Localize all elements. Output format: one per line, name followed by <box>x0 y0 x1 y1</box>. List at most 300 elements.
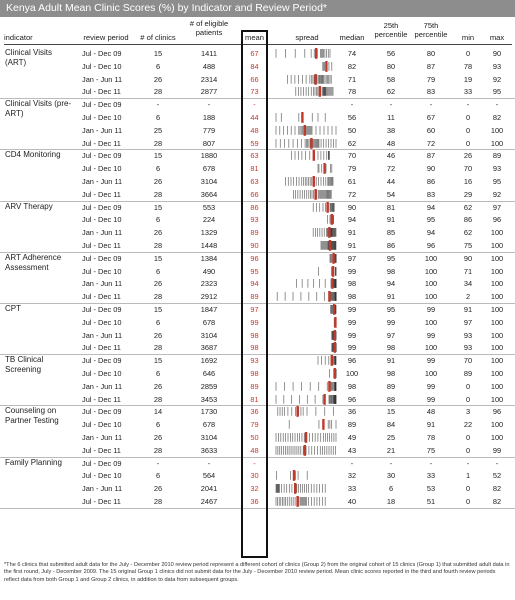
p75-cell: 48 <box>426 407 436 417</box>
p75-cell: 87 <box>426 151 436 161</box>
indicator-label: Family Planning <box>5 457 62 467</box>
mean-column-box <box>241 30 268 558</box>
clinics-cell: 26 <box>153 279 163 289</box>
p25-cell: 56 <box>386 49 396 58</box>
mean-cell: 63 <box>250 151 259 161</box>
p75-cell: 51 <box>426 497 436 506</box>
indicator-label: TB Clinical Screening <box>5 355 44 375</box>
p75-cell: 99 <box>426 356 436 366</box>
mean-cell: 81 <box>250 394 259 404</box>
clinics-cell: 14 <box>153 407 163 417</box>
mean-cell: 66 <box>250 189 259 199</box>
median-cell: 33 <box>347 484 357 494</box>
p75-cell: 33 <box>426 471 436 481</box>
clinics-cell: 6 <box>155 113 161 122</box>
min-cell: 90 <box>463 253 473 263</box>
indicator-label: ART Adherence Assessment <box>5 252 62 272</box>
spread-strip <box>276 354 336 367</box>
indicator-label: Clinical Visits (pre-ART) <box>5 99 72 119</box>
min-cell: 3 <box>465 407 471 417</box>
patients-cell: 3633 <box>200 445 218 455</box>
review-period-cell: Jul - Dec 09 <box>82 49 122 58</box>
min-cell: 26 <box>463 151 473 161</box>
median-cell: 40 <box>347 497 357 506</box>
p75-cell: 78 <box>426 433 436 442</box>
median-cell: 100 <box>345 369 359 378</box>
mean-cell: 99 <box>250 317 259 327</box>
mean-cell: 86 <box>250 202 259 212</box>
max-cell: 100 <box>490 433 504 442</box>
spread-strip <box>276 201 336 214</box>
median-cell: 98 <box>347 292 357 302</box>
clinics-cell: 6 <box>155 317 161 327</box>
mean-marker <box>304 125 306 136</box>
p25-cell: 85 <box>386 228 396 238</box>
header-indicator: indicator <box>4 33 33 42</box>
max-cell: 100 <box>490 241 504 250</box>
p75-cell: 79 <box>426 74 436 84</box>
median-cell: 32 <box>347 471 357 481</box>
spread-strip <box>276 341 336 354</box>
clinics-cell: 28 <box>153 241 163 250</box>
review-period-cell: Jul - Dec 10 <box>82 61 122 71</box>
median-cell: - <box>350 458 354 468</box>
max-cell: 100 <box>490 356 504 366</box>
clinics-cell: 28 <box>153 138 163 148</box>
max-cell: 100 <box>490 279 504 289</box>
p25-cell: 30 <box>386 471 396 481</box>
review-period-cell: Jul - Dec 11 <box>82 292 121 302</box>
median-cell: 99 <box>347 266 357 276</box>
review-period-cell: Jul - Dec 11 <box>82 138 121 148</box>
patients-cell: - <box>207 100 211 110</box>
clinics-cell: 6 <box>155 61 161 71</box>
min-cell: 86 <box>463 215 473 225</box>
review-period-cell: Jul - Dec 10 <box>82 164 122 174</box>
min-cell: 70 <box>463 356 473 366</box>
review-period-cell: Jul - Dec 10 <box>82 317 122 327</box>
review-period-cell: Jul - Dec 09 <box>82 100 122 110</box>
spread-strip <box>276 290 336 303</box>
median-cell: 50 <box>347 125 357 135</box>
review-period-cell: Jul - Dec 09 <box>82 253 122 263</box>
clinics-cell: 6 <box>155 164 161 174</box>
spread-strip <box>276 482 336 495</box>
p75-cell: - <box>429 458 433 468</box>
mean-cell: 84 <box>250 61 259 71</box>
chart-title: Kenya Adult Mean Clinic Scores (%) by Indicator and Review Period* <box>0 0 515 17</box>
min-cell: 0 <box>465 125 471 135</box>
spread-strip <box>276 444 336 457</box>
p25-cell: 81 <box>386 202 396 212</box>
spread-strip <box>276 213 336 226</box>
patients-cell: 2912 <box>200 292 218 302</box>
p25-cell: 54 <box>386 189 396 199</box>
patients-cell: 1448 <box>200 241 218 250</box>
mean-marker <box>314 189 316 200</box>
spread-strip <box>276 111 336 124</box>
indicator-label: Counseling on Partner Testing <box>5 406 59 426</box>
clinics-cell: 28 <box>153 394 163 404</box>
spread-strip <box>276 188 336 201</box>
p25-cell: 25 <box>386 433 396 442</box>
p25-cell: 98 <box>386 266 396 276</box>
mean-cell: 93 <box>250 356 259 366</box>
spread-strip <box>276 469 336 482</box>
clinics-cell: 15 <box>153 356 163 366</box>
p75-cell: 99 <box>426 394 436 404</box>
median-cell: 99 <box>347 343 357 353</box>
mean-cell: 90 <box>250 241 259 250</box>
clinics-cell: 26 <box>153 74 163 84</box>
spread-strip <box>276 239 336 252</box>
patients-cell: 564 <box>202 471 216 481</box>
review-period-cell: Jul - Dec 09 <box>82 458 122 468</box>
p75-cell: 96 <box>426 241 436 250</box>
mean-cell: 36 <box>250 407 259 417</box>
mean-marker <box>334 317 336 328</box>
max-cell: 100 <box>490 305 504 314</box>
review-period-cell: Jan - Jun 11 <box>82 74 123 84</box>
spread-strip <box>276 226 336 239</box>
clinics-cell: 6 <box>155 369 161 378</box>
median-cell: 70 <box>347 151 357 161</box>
p25-cell: 98 <box>386 343 396 353</box>
patients-cell: 678 <box>202 420 216 430</box>
p75-cell: 83 <box>426 87 436 97</box>
patients-cell: 2877 <box>200 87 218 97</box>
mean-cell: 63 <box>250 177 259 186</box>
patients-cell: 2859 <box>200 381 218 391</box>
mean-cell: 81 <box>250 164 259 174</box>
max-cell: 100 <box>490 317 504 327</box>
min-cell: 89 <box>463 369 473 378</box>
median-cell: 96 <box>347 394 357 404</box>
max-cell: 100 <box>490 330 504 340</box>
max-cell: 93 <box>492 61 502 71</box>
p25-cell: 21 <box>386 445 396 455</box>
p25-cell: 44 <box>386 177 396 186</box>
patients-cell: 779 <box>202 125 216 135</box>
p75-cell: 100 <box>424 369 438 378</box>
median-cell: 91 <box>347 241 357 250</box>
p25-cell: 91 <box>386 215 396 225</box>
spread-strip <box>276 265 336 278</box>
review-period-cell: Jul - Dec 09 <box>82 305 122 314</box>
median-cell: 91 <box>347 228 357 238</box>
p75-cell: 95 <box>426 215 436 225</box>
mean-marker <box>334 368 336 379</box>
mean-marker <box>313 176 315 187</box>
mean-marker <box>305 432 307 443</box>
min-cell: 34 <box>463 279 473 289</box>
spread-strip <box>276 431 336 444</box>
spread-strip <box>276 149 336 162</box>
p75-cell: 80 <box>426 49 436 58</box>
max-cell: 100 <box>490 343 504 353</box>
min-cell: 78 <box>463 61 473 71</box>
review-period-cell: Jul - Dec 10 <box>82 420 122 430</box>
spread-strip <box>276 162 336 175</box>
median-cell: 36 <box>347 407 357 417</box>
median-cell: 71 <box>347 74 357 84</box>
p25-cell: 11 <box>387 113 395 122</box>
patients-cell: 188 <box>202 113 216 122</box>
mean-marker <box>296 406 298 417</box>
review-period-cell: Jan - Jun 11 <box>82 279 123 289</box>
spread-strip <box>276 380 336 393</box>
review-period-cell: Jan - Jun 11 <box>82 381 123 391</box>
review-period-cell: Jul - Dec 10 <box>82 113 122 122</box>
mean-cell: - <box>253 458 256 468</box>
median-cell: 82 <box>347 61 357 71</box>
mean-cell: 93 <box>250 215 259 225</box>
min-cell: 93 <box>463 330 473 340</box>
mean-cell: 48 <box>250 445 259 455</box>
patients-cell: 3104 <box>200 433 218 442</box>
header-review-period: review period <box>83 33 129 42</box>
mean-cell: 66 <box>250 74 259 84</box>
header-mean: mean <box>245 33 264 42</box>
mean-marker <box>325 61 327 72</box>
clinics-cell: 6 <box>155 420 161 430</box>
max-cell: 97 <box>492 202 502 212</box>
clinics-cell: 26 <box>153 177 163 186</box>
max-cell: 52 <box>492 471 502 481</box>
p75-cell: 99 <box>426 330 436 340</box>
review-period-cell: Jul - Dec 09 <box>82 151 122 161</box>
min-cell: 91 <box>463 305 473 314</box>
mean-marker <box>332 266 334 277</box>
spread-strip <box>276 316 336 329</box>
review-period-cell: Jul - Dec 09 <box>82 356 122 366</box>
p25-cell: 80 <box>386 61 396 71</box>
median-cell: 72 <box>347 189 357 199</box>
clinics-cell: 15 <box>153 253 163 263</box>
mean-marker <box>331 355 333 366</box>
median-cell: 98 <box>347 279 357 289</box>
p25-cell: 84 <box>386 420 396 430</box>
mean-cell: 44 <box>250 113 259 122</box>
patients-cell: 488 <box>202 61 216 71</box>
max-cell: 100 <box>490 420 504 430</box>
spread-strip <box>276 367 336 380</box>
patients-cell: 3104 <box>200 177 218 186</box>
median-cell: 97 <box>347 253 357 263</box>
clinics-cell: 6 <box>155 471 161 481</box>
max-cell: 100 <box>490 381 504 391</box>
mean-marker <box>331 214 333 225</box>
p75-cell: 86 <box>426 177 436 186</box>
min-cell: 16 <box>463 177 473 186</box>
p75-cell: 53 <box>426 484 436 494</box>
mean-marker <box>332 253 334 264</box>
min-cell: 97 <box>463 317 473 327</box>
clinics-cell: 26 <box>153 381 163 391</box>
clinics-cell: 15 <box>153 151 163 161</box>
spread-strip <box>276 137 336 150</box>
spread-strip <box>276 60 336 73</box>
p25-cell: 18 <box>386 497 396 506</box>
spread-strip <box>276 329 336 342</box>
mean-cell: 89 <box>250 381 259 391</box>
patients-cell: 1411 <box>201 49 217 58</box>
max-cell: 96 <box>492 407 502 417</box>
mean-marker <box>329 240 331 251</box>
median-cell: 43 <box>347 445 357 455</box>
p25-cell: 62 <box>386 87 396 97</box>
median-cell: 78 <box>347 87 357 97</box>
clinics-cell: 26 <box>153 484 163 494</box>
p75-cell: 100 <box>424 317 438 327</box>
p75-cell: 100 <box>424 343 438 353</box>
median-cell: 56 <box>347 113 357 122</box>
p75-cell: 87 <box>426 61 436 71</box>
patients-cell: 1847 <box>200 305 218 314</box>
min-cell: 75 <box>463 241 473 250</box>
p75-cell: 94 <box>426 228 436 238</box>
clinics-cell: 6 <box>155 215 161 225</box>
max-cell: 92 <box>492 74 502 84</box>
mean-cell: 50 <box>250 433 259 442</box>
median-cell: 99 <box>347 317 357 327</box>
p25-cell: 95 <box>386 253 396 263</box>
review-period-cell: Jul - Dec 09 <box>82 202 122 212</box>
clinics-cell: 26 <box>153 433 163 442</box>
p75-cell: 60 <box>426 125 436 135</box>
max-cell: 100 <box>490 138 504 148</box>
patients-cell: 553 <box>202 202 216 212</box>
mean-cell: 98 <box>250 343 259 353</box>
p75-cell: 83 <box>426 189 436 199</box>
mean-marker <box>319 86 321 97</box>
median-cell: 96 <box>347 356 357 366</box>
patients-cell: 224 <box>202 215 216 225</box>
mean-cell: 48 <box>250 125 259 135</box>
median-cell: 89 <box>347 420 357 430</box>
mean-marker <box>328 227 330 238</box>
p75-cell: 67 <box>426 113 436 122</box>
clinics-cell: - <box>156 458 160 468</box>
spread-strip <box>276 393 336 406</box>
p25-cell: 91 <box>386 356 396 366</box>
max-cell: 92 <box>492 189 502 199</box>
review-period-cell: Jul - Dec 11 <box>82 343 121 353</box>
clinics-cell: 28 <box>153 343 163 353</box>
review-period-cell: Jul - Dec 11 <box>82 241 121 250</box>
review-period-cell: Jan - Jun 11 <box>82 177 123 186</box>
min-cell: 2 <box>465 292 471 302</box>
patients-cell: 2467 <box>200 497 218 506</box>
patients-cell: 3104 <box>200 330 218 340</box>
min-cell: 70 <box>463 164 473 174</box>
clinics-cell: 28 <box>153 445 163 455</box>
min-cell: - <box>466 100 470 110</box>
mean-cell: 89 <box>250 292 259 302</box>
max-cell: - <box>495 100 499 110</box>
mean-marker <box>294 483 296 494</box>
p25-cell: 94 <box>386 279 396 289</box>
min-cell: 0 <box>465 433 471 442</box>
min-cell: 62 <box>463 202 473 212</box>
max-cell: 99 <box>492 445 502 455</box>
min-cell: 71 <box>463 266 473 276</box>
spread-strip <box>276 277 336 290</box>
spread-strip <box>276 73 336 86</box>
mean-marker <box>334 330 336 341</box>
p75-cell: 99 <box>426 305 436 314</box>
indicator-label: CD4 Monitoring <box>5 150 61 160</box>
indicator-label: Clinical Visits (ART) <box>5 48 52 67</box>
patients-cell: 1329 <box>200 228 218 238</box>
spread-strip <box>276 418 336 431</box>
min-cell: 33 <box>463 87 473 97</box>
patients-cell: 2323 <box>200 279 218 289</box>
mean-cell: 97 <box>250 305 259 314</box>
indicator-label: CPT <box>5 304 21 313</box>
review-period-cell: Jan - Jun 11 <box>82 330 123 340</box>
p25-cell: 46 <box>386 151 396 161</box>
patients-cell: 646 <box>202 369 216 378</box>
mean-cell: 67 <box>250 49 259 58</box>
mean-marker <box>323 163 325 174</box>
max-cell: 82 <box>492 497 502 506</box>
p25-cell: - <box>389 100 393 110</box>
header-median: median <box>339 33 365 42</box>
p25-cell: 89 <box>386 381 396 391</box>
review-period-cell: Jul - Dec 10 <box>82 215 122 225</box>
review-period-cell: Jan - Jun 11 <box>82 125 123 135</box>
mean-marker <box>314 74 316 85</box>
patients-cell: 3687 <box>200 343 218 353</box>
spread-strip <box>276 124 336 137</box>
mean-marker <box>313 150 315 161</box>
min-cell: - <box>466 458 470 468</box>
header-spread: spread <box>295 33 319 42</box>
review-period-cell: Jan - Jun 11 <box>82 433 123 442</box>
mean-cell: - <box>253 100 256 110</box>
header-min: min <box>461 33 475 42</box>
patients-cell: 1880 <box>200 151 218 161</box>
mean-marker <box>333 304 335 315</box>
max-cell: 96 <box>492 215 502 225</box>
header-max: max <box>489 33 505 42</box>
max-cell: - <box>495 458 499 468</box>
p25-cell: 98 <box>386 369 396 378</box>
mean-marker <box>328 381 330 392</box>
mean-marker <box>293 470 295 481</box>
median-cell: 74 <box>347 49 357 58</box>
p75-cell: 75 <box>426 445 436 455</box>
p25-cell: 58 <box>386 74 396 84</box>
max-cell: 95 <box>492 87 502 97</box>
max-cell: 82 <box>492 113 502 122</box>
patients-cell: 1692 <box>200 356 218 366</box>
patients-cell: 3453 <box>200 394 218 404</box>
median-cell: 61 <box>347 177 357 186</box>
max-cell: 100 <box>490 394 504 404</box>
max-cell: 100 <box>490 266 504 276</box>
spread-strip <box>276 405 336 418</box>
mean-marker <box>304 445 306 456</box>
review-period-cell: Jan - Jun 11 <box>82 484 123 494</box>
median-cell: 94 <box>347 215 357 225</box>
review-period-cell: Jan - Jun 11 <box>82 228 123 238</box>
clinics-cell: 25 <box>153 125 163 135</box>
max-cell: 95 <box>492 177 502 186</box>
clinics-cell: 26 <box>153 330 163 340</box>
max-cell: 93 <box>492 164 502 174</box>
